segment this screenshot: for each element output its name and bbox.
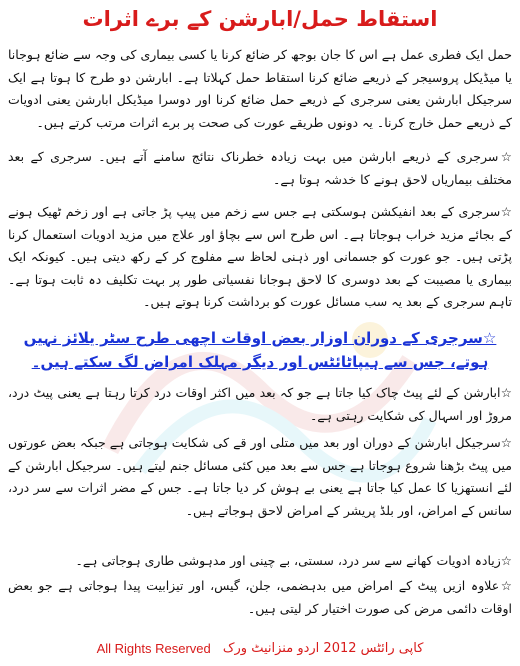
- page-title: استقاط حمل/ابارشن کے برے اثرات: [82, 7, 438, 31]
- footer-rights: All Rights Reserved: [96, 641, 211, 656]
- footer-copyright: کاپی رائٹس 2012 اردو منزانیٹ ورک: [222, 641, 424, 656]
- surgery-risk-paragraph: ☆سرجری کے ذریعے ابارشن میں بہت زیادہ خطرناک نتائج سامنے آتے ہیں۔ سرجری کے بعد مختلف بیماریاں لاحق ہونے کا خدشہ ہوتا ہے۔: [8, 149, 512, 187]
- abdomen-pain-paragraph: ☆ابارشن کے لئے پیٹ چاک کیا جاتا ہے جو کہ بعد میں اکثر اوقات درد کرتا رہتا ہے یعنی پیٹ درد، مروڑ اور اسہال کی شکایت رہتی ہے۔: [8, 385, 512, 423]
- intro-paragraph: حمل ایک فطری عمل ہے اس کا جان بوجھ کر ضائع کرنا یا کسی بیماری کی وجہ سے ضائع ہوجانا یا میڈیکل پروسیجر کے ذریعے ضائع کرنا استقاط حمل کہلاتا ہے۔ ابارشن دو طرح کا ہوتا ہے ایک سرجیکل ابارشن یعنی سرجری کے ذریعے حمل ضائع کرنا اور دوسرا میڈیکل ابارشن یعنی ادویات کے ذریعے حمل خارج کرنا۔ یہ دونوں طریقے عورت کی صحت پر برے اثرات مرتب کرتے ہیں۔: [8, 47, 512, 130]
- stomach-diseases-paragraph: ☆علاوہ ازیں پیٹ کے امراض میں بدہضمی، جلن، گیس، اور تیزابیت پیدا ہوجاتی ہے جو بعض اوقات دائمی مرض کی صورت اختیار کر لیتی ہیں۔: [8, 578, 512, 616]
- medicine-side-effects-paragraph: ☆زیادہ ادویات کھانے سے سر درد، سستی، بے چینی اور مدہوشی طاری ہوجاتی ہے۔: [75, 553, 512, 568]
- highlight-link[interactable]: ☆سرجری کے دوران اوزار بعض اوقات اچھی طرح سٹر یلائز نہیں ہوتے، جس سے ہیپاٹائٹس اور دیگر مہلک امراض لگ سکتے ہیں۔: [23, 329, 497, 371]
- nausea-paragraph: ☆سرجیکل ابارشن کے دوران اور بعد میں متلی اور قے کی شکایت ہوجاتی ہے جبکہ بعض عورتوں میں پیٹ بڑھنا شروع ہوجاتا ہے جس سے بعد میں کئی مسائل جنم لیتے ہیں۔ سرجیکل ابارشن کے لئے انستھزیا کا عمل کیا جاتا ہے یعنی بے ہوش کر دیا جاتا ہے۔ جس کے مضر اثرات سے سر درد، سانس کے امراض، اور بلڈ پریشر کے امراض لاحق ہوجاتے ہیں۔: [8, 435, 512, 518]
- infection-paragraph: ☆سرجری کے بعد انفیکشن ہوسکتی ہے جس سے زخم میں پیپ پڑ جاتی ہے اور زخم ٹھیک ہونے کے بجائے مزید خراب ہوجاتا ہے۔ اس طرح اس سے بچاؤ اور علاج میں مزید ادویات استعمال کرنا پڑتی ہیں۔ جو عورت کو جسمانی اور ذہنی لحاظ سے مفلوج کر کے رکھ دیتی ہیں۔ کیونکہ ایک بیماری یا مصیبت کے بعد دوسری کا لاحق ہوجانا نفسیاتی طور پر بہت تکلیف دہ ثابت ہوتا ہے۔ تاہم سرجری کے بعد یہ سب مسائل عورت کو برداشت کرنا ہوتے ہیں۔: [8, 204, 512, 309]
- footer: [0, 641, 520, 661]
